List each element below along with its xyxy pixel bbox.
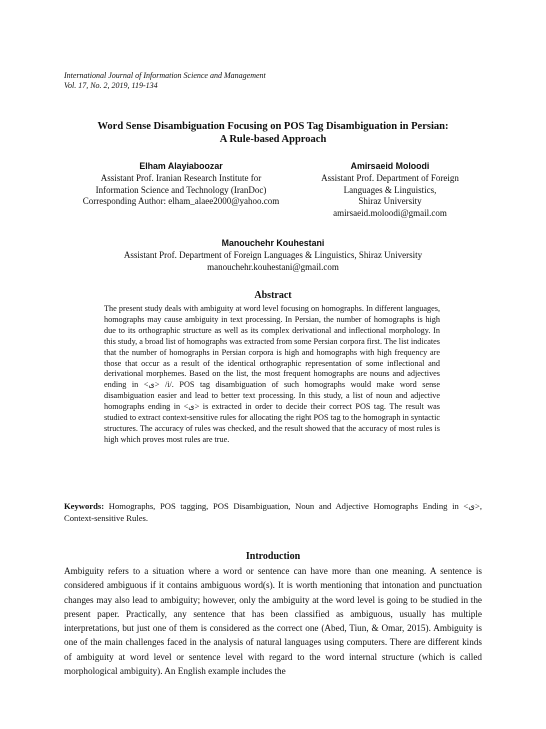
paper-title [60, 120, 486, 146]
journal-header [64, 71, 266, 91]
keywords-text: Homographs, POS tagging, POS Disambiguation, Noun and Adjective Homographs Ending in <ی>, Context-sensitive Rules. [64, 501, 482, 523]
author-affiliation-line: Languages & Linguistics, [343, 184, 437, 195]
abstract-heading: Abstract [254, 290, 292, 301]
author-block-2 [300, 161, 480, 220]
journal-name: International Journal of Information Science and Management [64, 71, 266, 80]
author-name: Manouchehr Kouhestani [221, 238, 325, 248]
author-email-line: Corresponding Author: elham_alaee2000@yahoo.com [82, 196, 280, 207]
introduction-heading: Introduction [245, 551, 301, 562]
introduction-text: Ambiguity refers to a situation where a word or sentence can have more than one meaning. A sentence is considered ambiguous if it contains ambiguous word(s). It is worth mentioning that intonation and punctuation changes may also lead to ambiguity; however, only the ambiguity at the word level is going to be studied in the present paper. Practically, any sentence that has been classified as ambiguous, usually has multiple interpretations, but just one of them is considered as the correct one (Abed, Tiun, & Omar, 2015). Ambiguity is one of the main challenges faced in the analysis of natural languages using computers. There are different kinds of ambiguity at word level or sentence level with regard to the word internal structure (which is called morphological ambiguity). An English example includes the [64, 566, 482, 677]
author-email-line: manouchehr.kouhestani@gmail.com [207, 261, 339, 272]
author-email-line: amirsaeid.moloodi@gmail.com [333, 208, 447, 219]
title-line-2: A Rule-based Approach [219, 134, 327, 145]
author-affiliation-line: Assistant Prof. Iranian Research Institute for [100, 172, 262, 183]
author-name: Elham Alayiaboozar [139, 161, 223, 171]
abstract-text: The present study deals with ambiguity at word level focusing on homographs. In different languages, homographs may cause ambiguity in text processing. In Persian, the number of homographs is high due to its orthographic structure as well as its complex derivational and inflectional morphology. In this study, a broad list of homographs was extracted from some Persian corpora first. The list indicates that the number of homographs in Persian corpora is high and homographs with high frequency are those that occur as a result of the identical orthographic representation of some inflectional and derivational morphemes. Based on the list, the most frequent homographs are nouns and adjectives ending in <ی> /i/. POS tag disambiguation of such homographs would make word sense disambiguation easier and lead to better text processing. In this study, a list of noun and adjective homographs ending in <ی> is extracted in order to decide their correct POS tag. The result was studied to extract context-sensitive rules for allocating the right POS tag to the homograph in syntactic structures. The accuracy of rules was checked, and the result showed that the accuracy of most rules is high which proves most rules are true. [104, 304, 440, 444]
author-affiliation-line: Assistant Prof. Department of Foreign [321, 172, 459, 183]
author-affiliation-line: Assistant Prof. Department of Foreign Languages & Linguistics, Shiraz University [123, 249, 423, 260]
author-block-1 [62, 161, 300, 208]
author-block-3 [60, 238, 486, 273]
journal-volume: Vol. 17, No. 2, 2019, 119-134 [64, 81, 158, 90]
keywords [64, 500, 482, 524]
title-line-1: Word Sense Disambiguation Focusing on POS Tag Disambiguation in Persian: [97, 121, 449, 132]
author-affiliation-line: Shiraz University [358, 196, 422, 207]
author-affiliation-line: Information Science and Technology (IranDoc) [95, 184, 267, 195]
author-name: Amirsaeid Moloodi [350, 161, 430, 171]
keywords-label: Keywords: [64, 501, 105, 511]
